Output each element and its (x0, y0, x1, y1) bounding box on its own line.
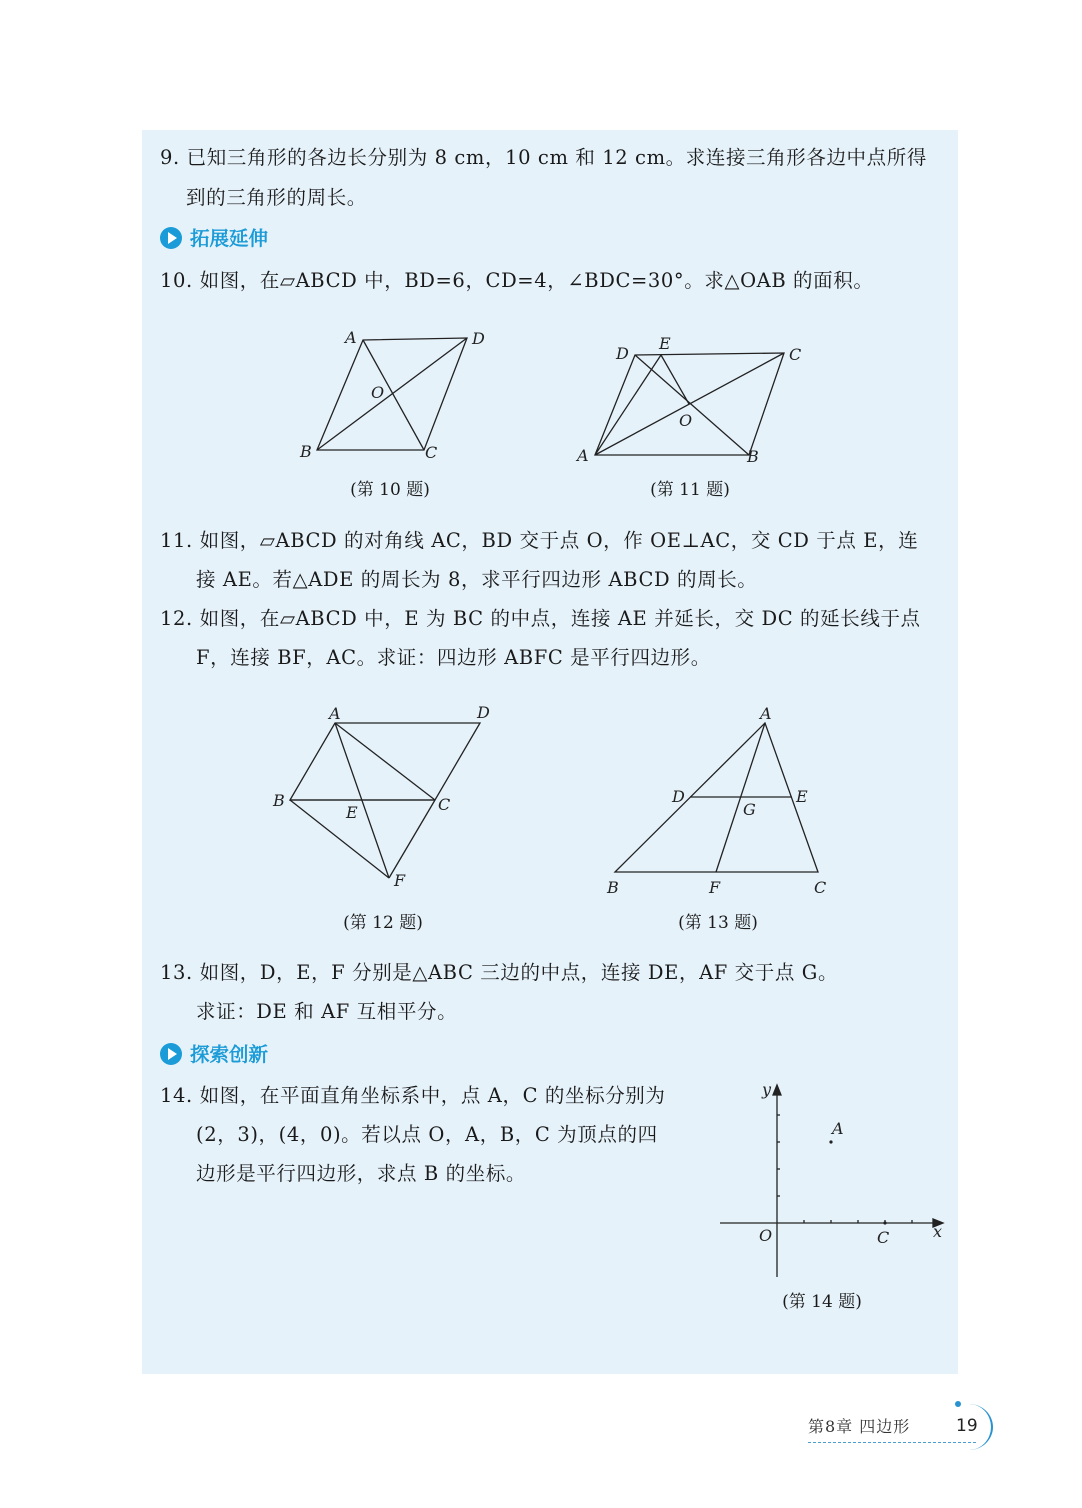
problem-9-line-1: 9. 已知三角形的各边长分别为 8 cm，10 cm 和 12 cm。求连接三角形各边中点所得 (160, 146, 927, 169)
fig14-label-o: O (759, 1226, 773, 1245)
fig14-y-arrow (773, 1085, 781, 1095)
fig12-label-a: A (329, 704, 341, 723)
problem-14-line-1: 14. 如图，在平面直角坐标系中，点 A，C 的坐标分别为 (160, 1084, 666, 1107)
section-heading-label: 拓展延伸 (190, 227, 269, 250)
figure-12-caption: (第 12 题) (343, 913, 423, 933)
problem-13-line-1: 13. 如图，D，E，F 分别是△ABC 三边的中点，连接 DE，AF 交于点 G。 (160, 961, 839, 984)
fig11-diagonal-bd (635, 355, 749, 455)
figure-11-caption: (第 11 题) (650, 480, 730, 500)
play-icon (160, 1043, 182, 1065)
fig11-label-o: O (679, 411, 693, 430)
problem-14-line-2: (2，3)，(4，0)。若以点 O，A，B，C 为顶点的四 (196, 1123, 658, 1146)
fig11-label-d: D (616, 344, 629, 363)
fig12-label-e: E (346, 803, 358, 822)
fig11-segment-ae (595, 355, 661, 455)
fig10-label-o: O (371, 383, 385, 402)
fig13-label-a: A (760, 704, 772, 723)
problem-13-line-2: 求证：DE 和 AF 互相平分。 (196, 1000, 458, 1023)
fig10-label-b: B (300, 442, 312, 461)
fig14-label-y: y (762, 1080, 772, 1099)
fig11-label-c: C (789, 345, 802, 364)
problem-11-line-1: 11. 如图，▱ABCD 的对角线 AC，BD 交于点 O，作 OE⊥AC，交 CD 于点 E，连 (160, 529, 919, 552)
fig11-label-b: B (747, 447, 759, 466)
fig13-label-g: G (743, 800, 756, 819)
figure-10-caption: (第 10 题) (350, 480, 430, 500)
fig10-label-c: C (425, 443, 438, 462)
fig11-segment-oe (661, 355, 689, 404)
fig14-point-a (829, 1140, 832, 1143)
fig14-label-c: C (877, 1228, 890, 1247)
section-heading-label: 探索创新 (190, 1043, 269, 1066)
fig12-label-f: F (394, 871, 406, 890)
fig12-segment-ac (335, 723, 435, 800)
figure-14 (715, 1075, 955, 1285)
figure-11 (570, 330, 820, 470)
fig12-label-b: B (273, 791, 285, 810)
fig13-label-e: E (796, 787, 808, 806)
figure-14-caption: (第 14 题) (782, 1292, 862, 1312)
chapter-title: 第8章 四边形 (808, 1417, 911, 1436)
problem-12-line-1: 12. 如图，在▱ABCD 中，E 为 BC 的中点，连接 AE 并延长，交 DC 的延长线于点 (160, 607, 921, 630)
play-icon (160, 227, 182, 249)
problem-14-line-3: 边形是平行四边形，求点 B 的坐标。 (196, 1162, 527, 1185)
fig10-diagonal-bd (317, 338, 467, 450)
fig12-segment-cf (389, 800, 435, 878)
fig13-label-c: C (814, 878, 827, 897)
fig14-label-a: A (832, 1119, 844, 1138)
fig13-label-d: D (672, 787, 685, 806)
section-heading-innovation (160, 1042, 268, 1068)
figure-10 (290, 325, 510, 465)
section-heading-extension (160, 226, 268, 252)
problem-12-line-2: F，连接 BF，AC。求证：四边形 ABFC 是平行四边形。 (196, 646, 711, 669)
fig11-label-e: E (659, 334, 671, 353)
fig13-label-f: F (709, 878, 721, 897)
fig12-label-c: C (438, 795, 451, 814)
problem-11-line-2: 接 AE。若△ADE 的周长为 8，求平行四边形 ABCD 的周长。 (196, 568, 758, 591)
page-number: 19 (956, 1416, 978, 1436)
fig10-label-d: D (472, 329, 485, 348)
figure-13 (600, 700, 840, 900)
figure-13-caption: (第 13 题) (678, 913, 758, 933)
fig13-label-b: B (607, 878, 619, 897)
problem-10-line-1: 10. 如图，在▱ABCD 中，BD=6，CD=4，∠BDC=30°。求△OAB 的面积。 (160, 269, 874, 292)
fig12-segment-bf (290, 800, 389, 878)
fig11-label-a: A (577, 446, 589, 465)
fig11-diagonal-ac (595, 353, 784, 455)
problem-9-line-2: 到的三角形的周长。 (186, 186, 367, 209)
fig12-label-d: D (477, 703, 490, 722)
fig14-point-c (883, 1221, 886, 1224)
fig14-label-x: x (933, 1222, 943, 1241)
fig10-label-a: A (345, 328, 357, 347)
figure-12 (265, 700, 505, 900)
